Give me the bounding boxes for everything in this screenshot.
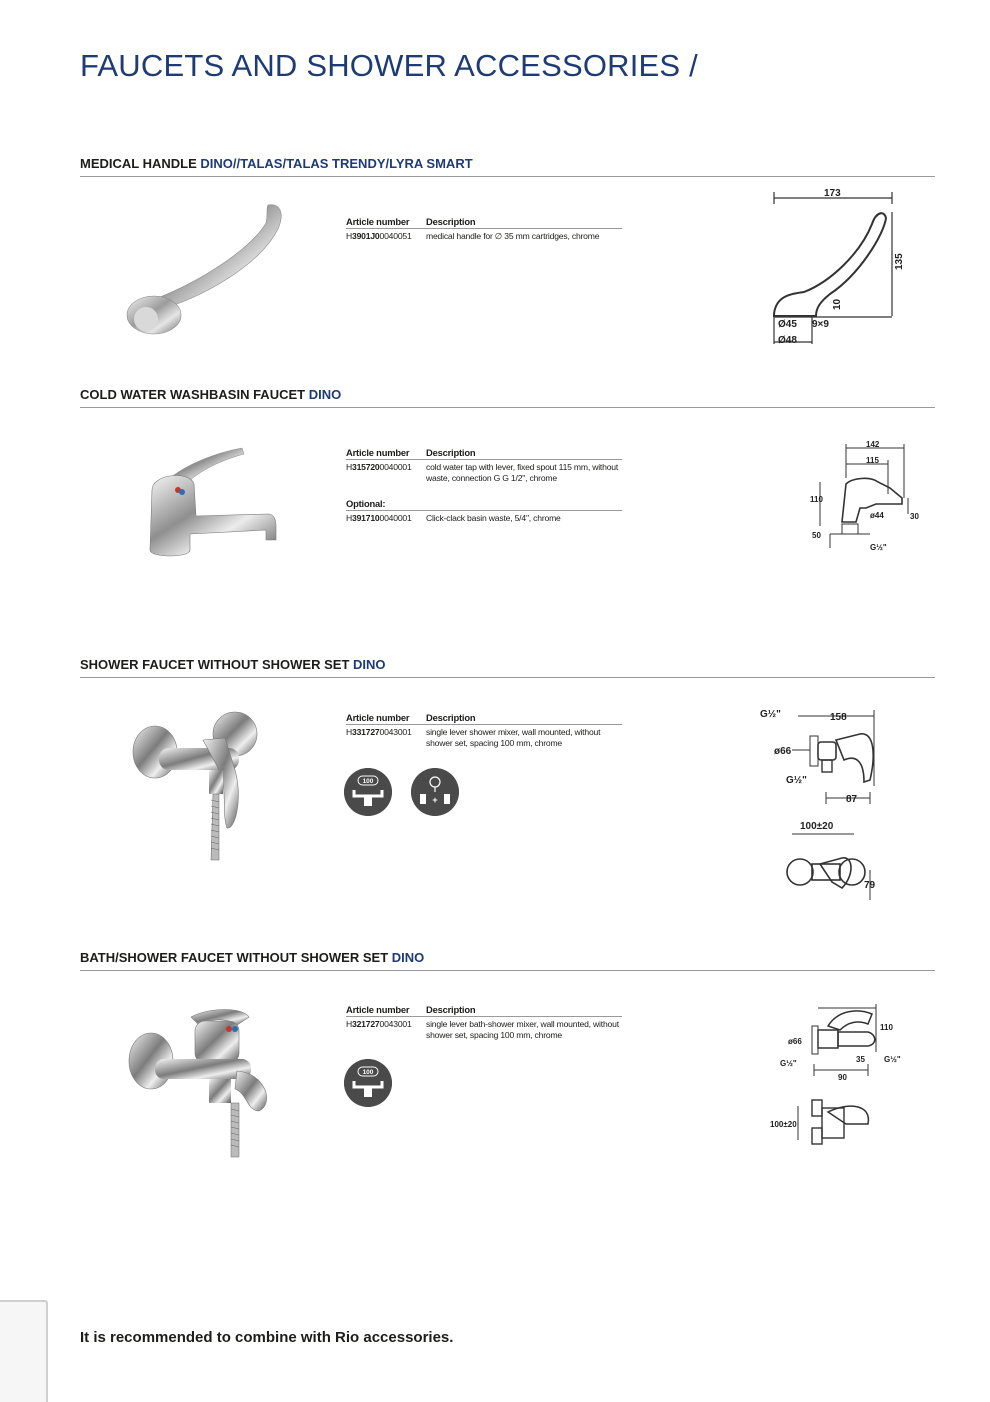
col-header-article: Article number	[346, 216, 410, 227]
section-title-shower-faucet	[80, 657, 935, 678]
footer-note: It is recommended to combine with Rio accessories.	[80, 1329, 454, 1346]
svg-text:115: 115	[866, 456, 879, 465]
svg-text:G½": G½"	[780, 1059, 797, 1068]
svg-text:G½": G½"	[884, 1055, 901, 1064]
svg-text:100: 100	[362, 778, 374, 785]
svg-text:158: 158	[830, 712, 847, 723]
article-table-bath-shower-faucet	[346, 1004, 622, 1041]
shower-faucet-drawing	[758, 704, 888, 904]
svg-text:+: +	[432, 795, 438, 805]
col-header-article: Article number	[346, 447, 410, 458]
article-table-cold-water-faucet	[346, 447, 622, 524]
section-title-text: SHOWER FAUCET WITHOUT SHOWER SET	[80, 657, 353, 672]
bath-shower-faucet-photo	[125, 1003, 275, 1163]
section-title-text: BATH/SHOWER FAUCET WITHOUT SHOWER SET	[80, 950, 392, 965]
svg-text:100±20: 100±20	[800, 821, 834, 832]
col-header-description: Description	[426, 216, 476, 227]
section-title-text: MEDICAL HANDLE	[80, 156, 201, 171]
article-table-shower-faucet	[346, 712, 622, 749]
svg-text:90: 90	[838, 1073, 847, 1082]
page-title: FAUCETS AND SHOWER ACCESSORIES /	[80, 48, 698, 83]
svg-text:ø66: ø66	[774, 746, 792, 757]
section-brand: DINO	[308, 387, 342, 402]
section-title-cold-water-faucet	[80, 387, 935, 408]
section-title-text: COLD WATER WASHBASIN FAUCET	[80, 387, 309, 402]
svg-text:G½": G½"	[760, 709, 781, 720]
spacing-100-icon	[344, 768, 392, 816]
washbasin-faucet-photo	[140, 440, 290, 565]
svg-text:135: 135	[894, 253, 905, 270]
section-title-medical-handle	[80, 156, 935, 177]
section-title-bath-shower-faucet	[80, 950, 935, 971]
row-description: single lever bath-shower mixer, wall mounted, without shower set, spacing 100 mm, chrome	[426, 1019, 619, 1040]
svg-text:35: 35	[856, 1055, 865, 1064]
svg-text:9×9: 9×9	[812, 319, 829, 330]
medical-handle-photo	[120, 195, 290, 340]
section-brand: DINO//TALAS/TALAS TRENDY/LYRA SMART	[200, 156, 473, 171]
table-row: H3901J00040051 medical handle for ∅ 35 mm cartridges, chrome	[346, 231, 622, 242]
svg-text:50: 50	[812, 531, 821, 540]
washbasin-faucet-drawing	[800, 438, 930, 558]
svg-text:100: 100	[362, 1069, 374, 1076]
svg-text:110: 110	[880, 1023, 893, 1032]
svg-text:173: 173	[824, 188, 841, 199]
row-description: cold water tap with lever, fixed spout 115 mm, without waste, connection G G 1/2", chrome	[426, 462, 619, 483]
row-description: medical handle for ∅ 35 mm cartridges, chrome	[426, 231, 600, 241]
col-header-article: Article number	[346, 712, 410, 723]
svg-text:79: 79	[864, 880, 876, 891]
optional-label: Optional:	[346, 498, 622, 511]
svg-text:Ø45: Ø45	[778, 319, 797, 330]
article-table-medical-handle	[346, 216, 622, 242]
page-corner-tab	[0, 1300, 48, 1402]
table-row: H3917100040001 Click-clack basin waste, 5/4", chrome	[346, 513, 622, 524]
col-header-description: Description	[426, 447, 476, 458]
bath-shower-faucet-drawing	[768, 1000, 908, 1160]
shower-faucet-photo	[125, 710, 275, 870]
svg-text:ø66: ø66	[788, 1037, 802, 1046]
svg-text:Ø48: Ø48	[778, 335, 797, 346]
svg-text:G½": G½"	[786, 775, 807, 786]
section-brand: DINO	[353, 657, 386, 672]
table-row: H3217270043001 single lever bath-shower mixer, wall mounted, without shower set, spacing 100 mm, chrome	[346, 1019, 622, 1041]
section-brand: DINO	[391, 950, 425, 965]
table-row: H3317270043001 single lever shower mixer, wall mounted, without shower set, spacing 100 mm, chrome	[346, 727, 622, 749]
svg-text:142: 142	[866, 440, 880, 449]
shower-set-icon	[411, 768, 459, 816]
svg-text:100±20: 100±20	[770, 1120, 797, 1129]
col-header-description: Description	[426, 1004, 476, 1015]
medical-handle-drawing	[760, 184, 910, 354]
svg-text:ø44: ø44	[870, 511, 884, 520]
svg-text:30: 30	[910, 512, 919, 521]
svg-text:10: 10	[832, 298, 843, 310]
row-description: single lever shower mixer, wall mounted, without shower set, spacing 100 mm, chrome	[426, 727, 601, 748]
table-row: H3157200040001 cold water tap with lever, fixed spout 115 mm, without waste, connection G G 1/2", chrome	[346, 462, 622, 484]
col-header-article: Article number	[346, 1004, 410, 1015]
row-description: Click-clack basin waste, 5/4", chrome	[426, 513, 561, 523]
spacing-100-icon	[344, 1059, 392, 1107]
svg-text:87: 87	[846, 794, 858, 805]
svg-text:110: 110	[810, 495, 823, 504]
svg-text:G½": G½"	[870, 543, 887, 552]
col-header-description: Description	[426, 712, 476, 723]
